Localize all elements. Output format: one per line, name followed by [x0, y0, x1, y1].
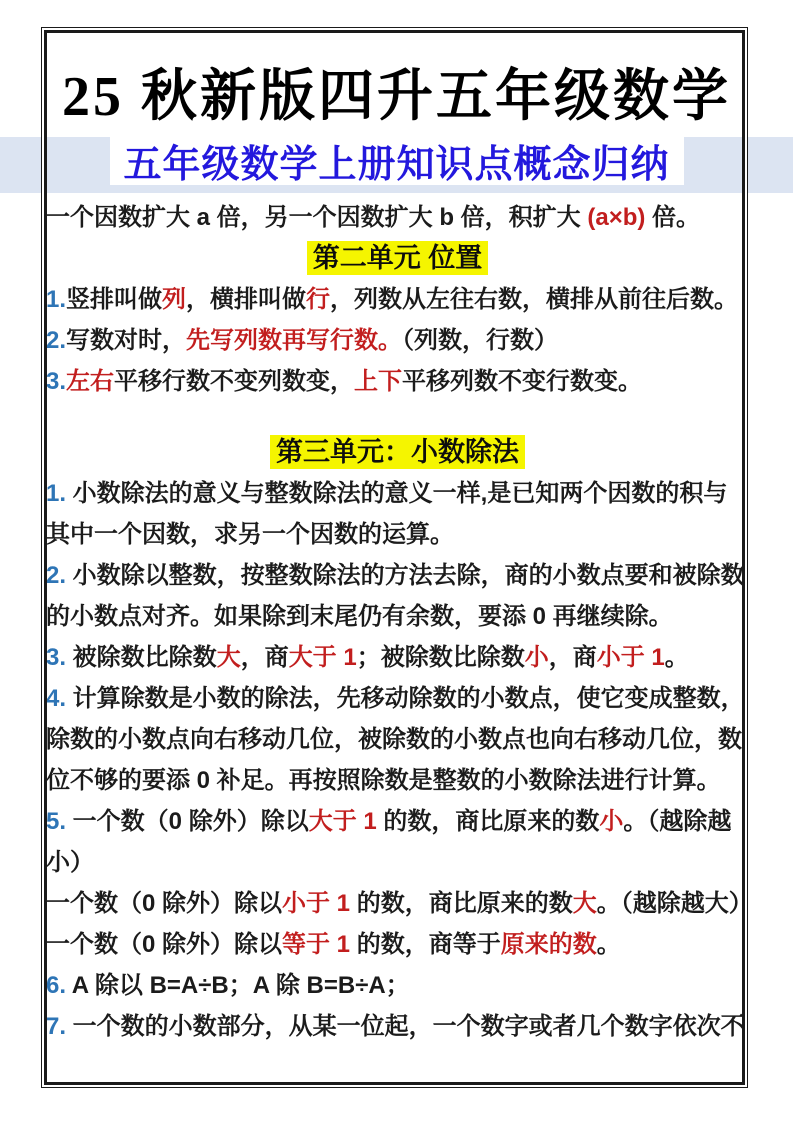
text-run: 。（越除越大） [596, 890, 753, 917]
text-run: 的数，商比原来的数 [376, 808, 600, 835]
text-run: 先写列数再写行数。 [186, 327, 403, 354]
text-run: 的数，商等于 [350, 931, 501, 958]
text-run: 除数的小数点向右移动几位，被除数的小数点也向右移动几位，数 [46, 726, 742, 753]
text-run: 大于 1 [308, 808, 377, 835]
text-line [46, 883, 753, 924]
text-run: 倍。 [645, 204, 701, 231]
text-run: 行 [306, 286, 331, 313]
section-header [46, 238, 749, 279]
text-line [46, 279, 749, 320]
text-run: 大于 1 [288, 644, 357, 671]
text-run: 一个因数扩大 a 倍，另一个因数扩大 b 倍，积扩大 [46, 204, 588, 231]
text-line [46, 361, 749, 402]
text-line [46, 473, 749, 514]
document-lines [46, 197, 753, 1047]
text-run: 上下 [354, 368, 403, 395]
text-run: ，横排叫做 [186, 286, 307, 313]
text-line [46, 637, 749, 678]
text-run: 一个数（0 除外）除以 [46, 931, 283, 958]
text-run: （列数，行数） [402, 327, 559, 354]
text-run: 写数对时， [66, 327, 187, 354]
text-run: 3. [46, 644, 67, 671]
text-run: 竖排叫做 [66, 286, 163, 313]
text-run: A 除以 B=A÷B；A 除 B=B÷A； [66, 972, 410, 999]
text-run: 平移列数不变行数变。 [402, 368, 643, 395]
text-run: 列 [162, 286, 187, 313]
text-run: 其中一个因数，求另一个因数的运算。 [46, 521, 454, 548]
section-header-text: 第三单元：小数除法 [270, 435, 525, 469]
page-title: 25 秋新版四升五年级数学 [62, 66, 731, 128]
text-run: 的数，商比原来的数 [350, 890, 573, 917]
text-line [46, 801, 749, 842]
line-spacer [46, 402, 749, 432]
text-run: 2. [46, 327, 67, 354]
subtitle-box [110, 136, 684, 185]
text-line [46, 760, 749, 801]
text-line [46, 514, 749, 555]
text-run: 计算除数是小数的除法，先移动除数的小数点，使它变成整数， [66, 685, 745, 712]
text-line [46, 965, 749, 1006]
text-run: 2. [46, 562, 67, 589]
text-line [46, 924, 749, 965]
section-header-text: 第二单元 位置 [307, 241, 489, 275]
text-run: 等于 1 [282, 931, 351, 958]
text-line [46, 596, 749, 637]
text-run: 。（越除越 [623, 808, 732, 835]
text-run: 1. [46, 286, 67, 313]
text-run: 大 [216, 644, 241, 671]
text-run: ；被除数比除数 [356, 644, 525, 671]
text-run: 位不够的要添 0 补足。再按照除数是整数的小数除法进行计算。 [46, 767, 721, 794]
text-run: 小于 1 [596, 644, 665, 671]
text-line [46, 555, 749, 596]
text-run: 的小数点对齐。如果除到末尾仍有余数，要添 0 再继续除。 [46, 603, 673, 630]
page-subtitle: 五年级数学上册知识点概念归纳 [123, 144, 670, 186]
text-line [46, 719, 749, 760]
text-run: 5. [46, 808, 67, 835]
text-run: 一个数（0 除外）除以 [46, 890, 283, 917]
text-line [46, 678, 749, 719]
text-run: 平移行数不变列数变， [114, 368, 355, 395]
text-run: (a×b) [587, 204, 646, 231]
text-run: 大 [572, 890, 597, 917]
text-run: 一个数（0 除外）除以 [66, 808, 309, 835]
text-run: 。 [596, 931, 621, 958]
text-line [46, 1006, 749, 1047]
text-run: 1. [46, 480, 67, 507]
text-run: 被除数比除数 [66, 644, 217, 671]
text-run: 3. [46, 368, 67, 395]
section-header [46, 432, 749, 473]
text-run: 6. [46, 972, 67, 999]
text-run: 小 [524, 644, 549, 671]
text-run: 4. [46, 685, 67, 712]
text-run: 左右 [66, 368, 115, 395]
text-run: 小 [599, 808, 624, 835]
text-run: ，商 [240, 644, 289, 671]
text-run: 7. [46, 1013, 67, 1040]
text-run: 小） [46, 849, 94, 876]
text-run: ，列数从左往右数，横排从前往后数。 [330, 286, 739, 313]
text-run: 。 [664, 644, 689, 671]
text-line [46, 842, 749, 883]
text-run: 小数除以整数，按整数除法的方法去除，商的小数点要和被除数 [66, 562, 745, 589]
text-run: 小于 1 [282, 890, 351, 917]
text-line [46, 320, 749, 361]
text-run: 一个数的小数部分，从某一位起，一个数字或者几个数字依次不 [66, 1013, 745, 1040]
text-line [46, 197, 749, 238]
text-run: ，商 [548, 644, 597, 671]
text-run: 原来的数 [500, 931, 597, 958]
text-run: 小数除法的意义与整数除法的意义一样,是已知两个因数的积与 [66, 480, 728, 507]
